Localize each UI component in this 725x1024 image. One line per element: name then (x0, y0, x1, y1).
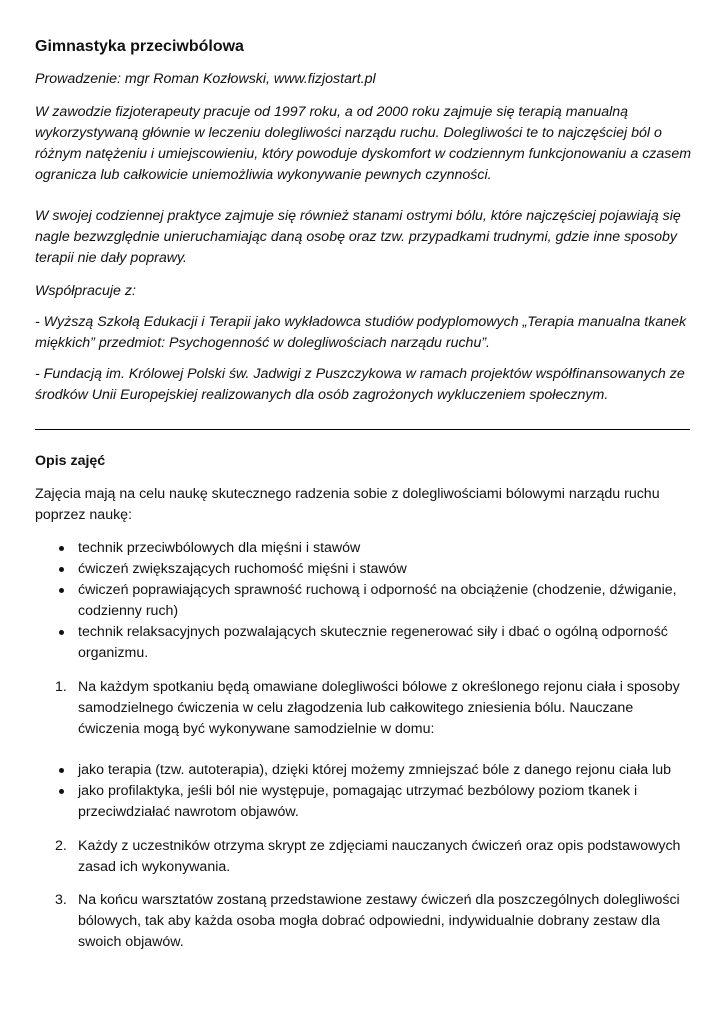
list-item-text: ćwiczeń poprawiających sprawność ruchową i odporność na obciążenie (chodzenie, dźwiganie, codzienny ruch) (78, 582, 677, 619)
intro-paragraph: Zajęcia mają na celu naukę skutecznego radzenia sobie z dolegliwościami bólowymi narządu ruchu poprzez naukę: (35, 486, 660, 523)
list-item-text: jako terapia (tzw. autoterapia), dzięki której możemy zmniejszać bóle z danego rejonu ciała lub (78, 762, 672, 778)
numbered-item-text: Każdy z uczestników otrzyma skrypt ze zdjęciami nauczanych ćwiczeń oraz opis podstawowych zasad ich wykonywania. (78, 838, 681, 875)
bullet-icon (59, 630, 64, 635)
page-title: Gimnastyka przeciwbólowa (35, 38, 244, 55)
bullet-icon (59, 567, 64, 572)
bio-paragraph-1: W zawodzie fizjoterapeuty pracuje od 1997 roku, a od 2000 roku zajmuje się terapią manualną wykorzystywaną głównie w leczeniu dolegliwości narządu ruchu. Dolegliwości te to najczęściej ból o różnym natężeniu i umiejscowieniu, który powoduje dyskomfort w codziennym funkcjonowaniu a czasem ogranicza lub całkowicie uniemożliwia wykonywanie pewnych czynności. (35, 104, 692, 183)
list-item-text: jako profilaktyka, jeśli ból nie występuje, pomagając utrzymać bezbólowy poziom tkanek i przeciwdziałać nawrotom objawów. (78, 783, 638, 820)
numbered-item-text: Na końcu warsztatów zostaną przedstawione zestawy ćwiczeń dla poszczególnych dolegliwości bólowych, tak aby każda osoba mogła dobrać odpowiedni, indywidualnie dobrany zestaw dla swoich objawów. (78, 892, 680, 950)
cooperation-item-2: - Fundacją im. Królowej Polski św. Jadwigi z Puszczykowa w ramach projektów współfinansowanych ze środków Unii Europejskiej realizowanych dla osób zagrożonych wykluczeniem społecznym. (35, 366, 685, 403)
bullet-icon (59, 768, 64, 773)
list-item-text: technik przeciwbólowych dla mięśni i stawów (78, 540, 361, 556)
item-number: 3. (55, 892, 67, 908)
bullet-icon (59, 588, 64, 593)
bullet-icon (59, 789, 64, 794)
cooperation-label: Współpracuje z: (35, 283, 136, 299)
bio-paragraph-2: W swojej codziennej praktyce zajmuje się również stanami ostrymi bólu, które najczęściej pojawiają się nagle bezwzględnie unieruchamiając daną osobę oraz tzw. przypadkami trudnymi, gdzie inne sposoby terapii nie dały poprawy. (35, 208, 681, 266)
horizontal-divider (35, 429, 690, 430)
item-number: 2. (55, 838, 67, 854)
section-title: Opis zajęć (35, 453, 106, 469)
numbered-item-text: Na każdym spotkaniu będą omawiane dolegliwości bólowe z określonego rejonu ciała i sposoby samodzielnego ćwiczenia w celu złagodzenia lub całkowitego zniesienia bólu. Nauczane ćwiczenia mogą być wykonywane samodzielnie w domu: (78, 679, 680, 737)
cooperation-item-1: - Wyższą Szkołą Edukacji i Terapii jako wykładowca studiów podyplomowych „Terapia manualna tkanek miękkich” przedmiot: Psychogenność w dolegliwościach narządu ruchu”. (35, 314, 687, 351)
item-number: 1. (55, 679, 67, 695)
instructor-line: Prowadzenie: mgr Roman Kozłowski, www.fizjostart.pl (35, 71, 376, 87)
list-item-text: ćwiczeń zwiększających ruchomość mięśni i stawów (78, 561, 407, 577)
list-item-text: technik relaksacyjnych pozwalających skutecznie regenerować siły i dbać o ogólną odporność organizmu. (78, 624, 668, 661)
bullet-icon (59, 546, 64, 551)
